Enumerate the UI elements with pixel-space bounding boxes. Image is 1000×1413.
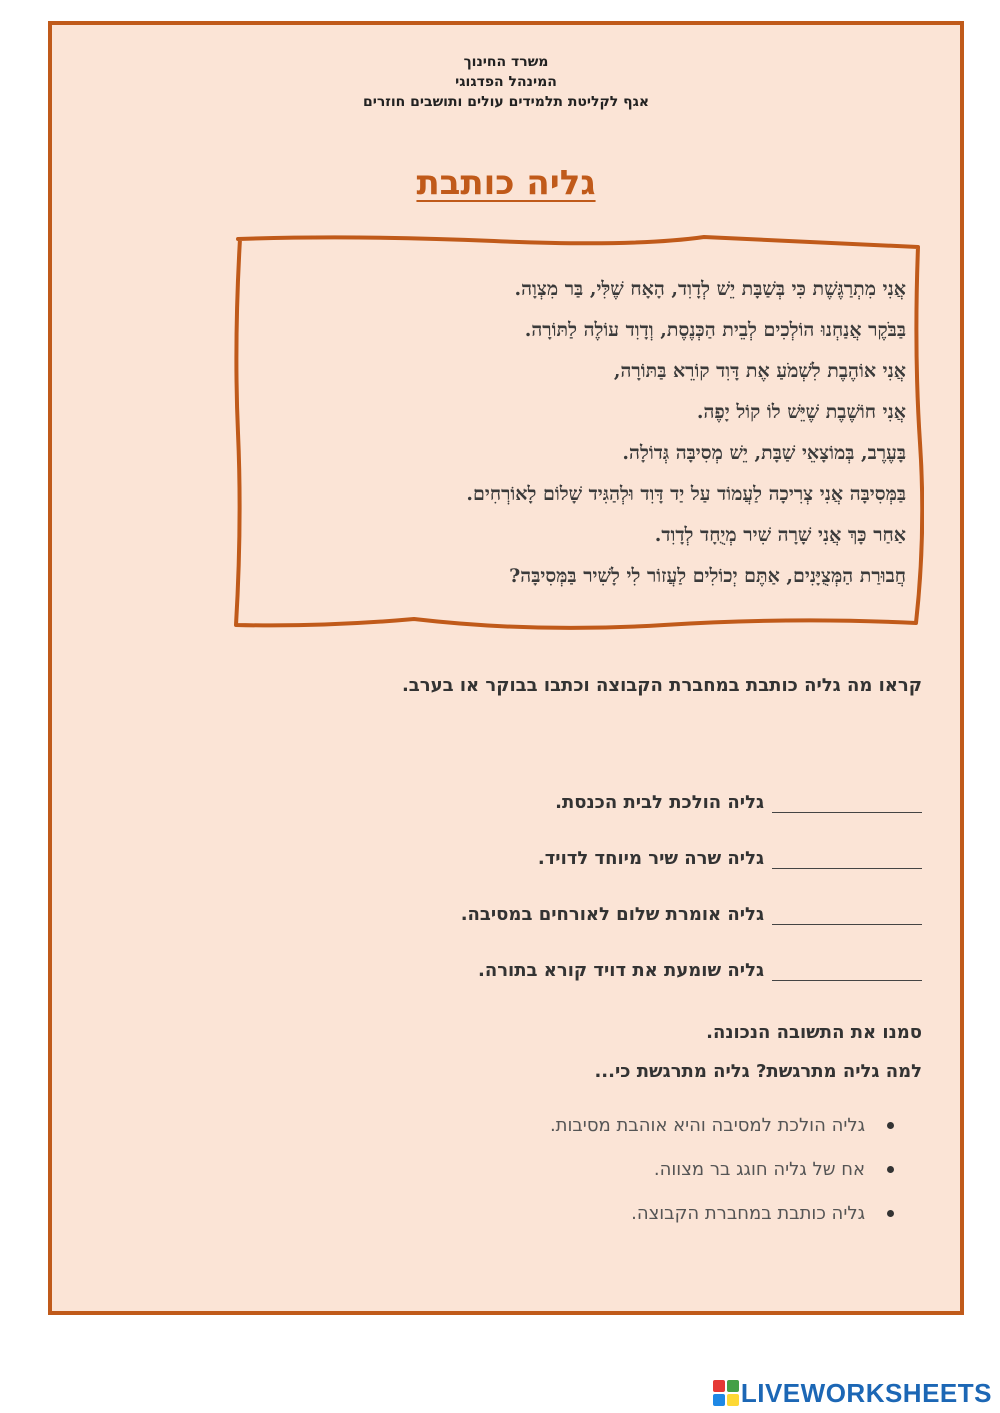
story-line: בַּבֹּקֶר אֲנַחְנוּ הוֹלְכִים לְבֵית הַכְּנֶסֶת, וְדָוִד עוֹלֶה לַתּוֹרָה. — [524, 319, 906, 341]
answer-blank[interactable] — [772, 960, 922, 981]
story-line: חֲבוּרַת הַמְּצֻיָּנִים, אַתֶּם יְכוֹלִים לַעֲזוֹר לִי לָשִׁיר בַּמְּסִיבָּה? — [509, 565, 906, 587]
answer-option-text: אח של גליה חוגג בר מצווה. — [653, 1158, 865, 1180]
liveworksheets-logo-icon — [713, 1380, 739, 1406]
liveworksheets-brand[interactable] — [713, 1377, 992, 1409]
exercise2-title: סמנו את התשובה הנכונה. — [706, 1022, 922, 1043]
fill-in-sentence: גליה שרה שיר מיוחד לדויד. — [537, 848, 764, 869]
bullet-icon — [887, 1210, 894, 1217]
story-line: אֲנִי אוֹהֶבֶת לִשְׁמֹעַ אֶת דָּוִד קוֹרֵא בַּתּוֹרָה, — [613, 360, 906, 382]
answer-option-text: גליה הולכת למסיבה והיא אוהבת מסיבות. — [549, 1114, 865, 1136]
brand-name: LIVEWORKSHEETS — [740, 1377, 992, 1408]
answer-blank[interactable] — [772, 848, 922, 869]
exercise1-items — [222, 757, 922, 981]
header-line-administration: המינהל הפדגוגי — [455, 74, 557, 90]
fill-in-item — [222, 757, 922, 813]
story-line: אֲנִי חוֹשֶׁבֶת שֶׁיֵּשׁ לוֹ קוֹל יָפֶה. — [696, 401, 906, 423]
answer-option-text: גליה כותבת במחברת הקבוצה. — [631, 1202, 865, 1224]
header-line-ministry: משרד החינוך — [463, 54, 549, 70]
fill-in-sentence: גליה שומעת את דויד קורא בתורה. — [478, 960, 764, 981]
ministry-header — [52, 52, 960, 112]
bullet-icon — [887, 1122, 894, 1129]
answer-option[interactable] — [550, 1191, 894, 1235]
answer-option[interactable] — [550, 1103, 894, 1147]
answer-option[interactable] — [550, 1147, 894, 1191]
header-line-department: אגף לקליטת תלמידים עולים ותושבים חוזרים — [362, 94, 650, 110]
fill-in-item — [222, 925, 922, 981]
fill-in-item — [222, 813, 922, 869]
worksheet-page — [48, 21, 964, 1315]
answer-blank[interactable] — [772, 792, 922, 813]
story-line: אַחַר כָּךְ אֲנִי שָׁרָה שִׁיר מְיֻחָד לְדָוִד. — [654, 524, 906, 546]
fill-in-sentence: גליה הולכת לבית הכנסת. — [555, 792, 764, 813]
exercise1-instruction: קראו מה גליה כותבת במחברת הקבוצה וכתבו בבוקר או בערב. — [401, 675, 922, 696]
story-line: אֲנִי מִתְרַגֶּשֶׁת כִּי בְּשַׁבָּת יֵשׁ לְדָוִד, הָאָח שֶׁלִּי, בַּר מִצְוָה. — [514, 278, 906, 300]
exercise2-question: למה גליה מתרגשת? גליה מתרגשת כי... — [594, 1061, 922, 1082]
story-line: בָּעֶרֶב, בְּמוֹצָאֵי שַׁבָּת, יֵשׁ מְסִיבָּה גְּדוֹלָה. — [622, 442, 906, 464]
fill-in-sentence: גליה אומרת שלום לאורחים במסיבה. — [460, 904, 764, 925]
answer-blank[interactable] — [772, 904, 922, 925]
page-title: גליה כותבת — [416, 163, 596, 203]
fill-in-item — [222, 869, 922, 925]
story-line: בַּמְּסִיבָּה אֲנִי צְרִיכָה לַעֲמוֹד עַל יַד דָּוִד וּלְהַגִּיד שָׁלוֹם לָאוֹרְחִים. — [466, 483, 906, 505]
answer-options — [550, 1103, 894, 1235]
story-box — [234, 233, 924, 631]
bullet-icon — [887, 1166, 894, 1173]
story-text — [256, 269, 906, 597]
